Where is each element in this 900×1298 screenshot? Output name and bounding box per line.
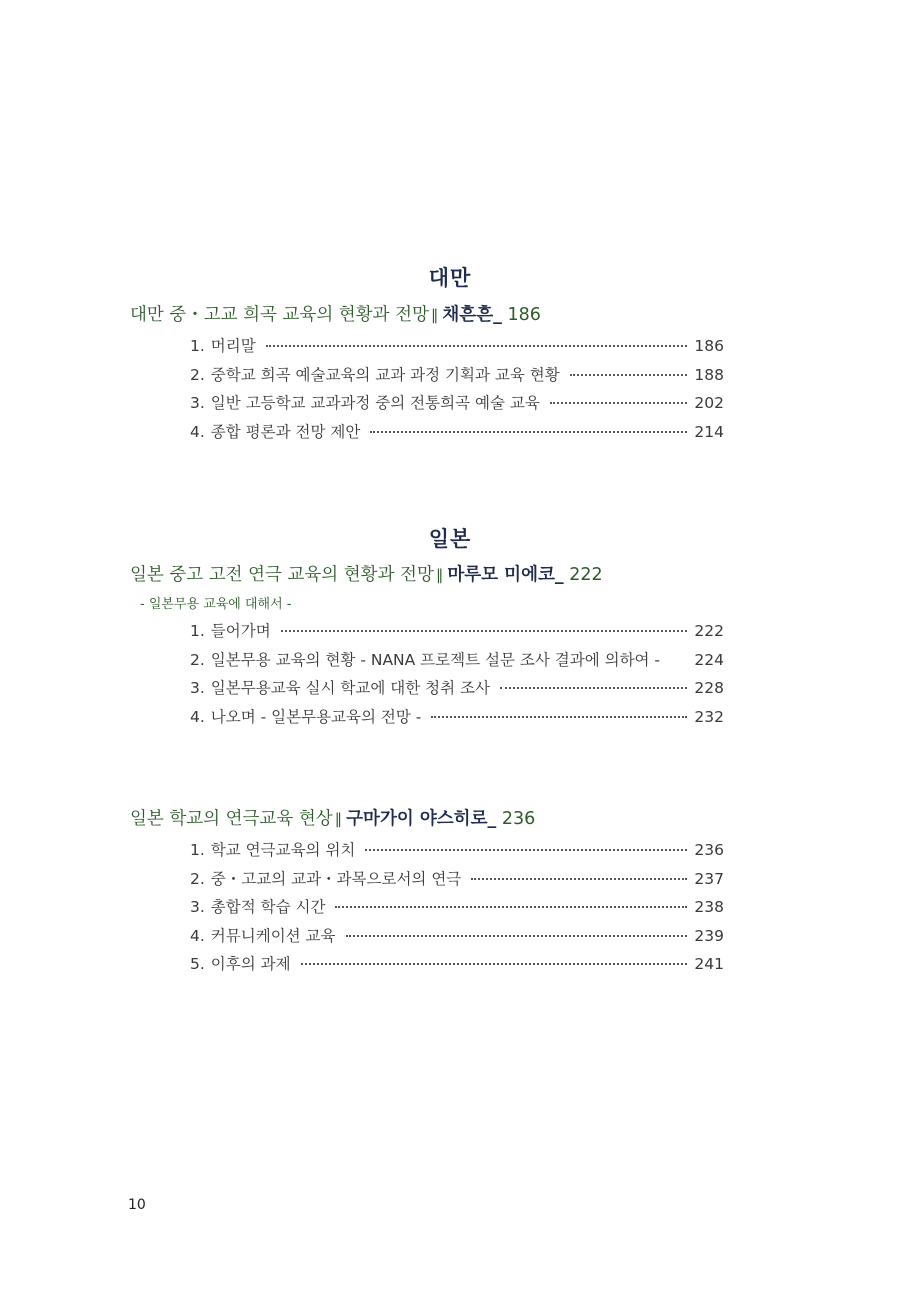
article-page: 222 bbox=[569, 565, 603, 585]
toc-list-japan-school bbox=[190, 838, 724, 981]
entry-text: 총합적 학습 시간 bbox=[210, 898, 326, 916]
entry-text: 나오며 - 일본무용교육의 전망 - bbox=[210, 707, 422, 726]
entry-text: 일반 고등학교 교과과정 중의 전통희곡 예술 교육 bbox=[210, 394, 540, 412]
dot-leader bbox=[570, 374, 688, 376]
toc-list-taiwan bbox=[190, 334, 724, 448]
entry-page: 222 bbox=[694, 622, 724, 640]
entry-page: 232 bbox=[694, 707, 724, 726]
entry-number: 4. bbox=[190, 422, 205, 441]
entry-text: 일본무용교육 실시 학교에 대한 청취 조사 bbox=[210, 679, 490, 697]
dot-leader bbox=[365, 849, 687, 851]
entry-page: 228 bbox=[694, 679, 724, 697]
dot-leader bbox=[471, 878, 687, 880]
entry-text: 중・고교의 교과・과목으로서의 연극 bbox=[210, 869, 462, 888]
author-separator: ∥ bbox=[430, 306, 439, 324]
section-heading-japan: 일본 bbox=[428, 527, 472, 551]
toc-entry[interactable] bbox=[190, 391, 724, 420]
entry-text: 머리말 bbox=[210, 337, 256, 355]
article-author: 채흔흔_ bbox=[442, 305, 502, 325]
entry-text: 이후의 과제 bbox=[210, 955, 291, 973]
toc-entry[interactable] bbox=[190, 705, 724, 734]
toc-entry[interactable] bbox=[190, 648, 724, 677]
entry-page: 188 bbox=[694, 365, 724, 384]
entry-number: 3. bbox=[190, 898, 205, 916]
toc-entry[interactable] bbox=[190, 867, 724, 896]
author-separator: ∥ bbox=[435, 566, 444, 584]
entry-number: 1. bbox=[190, 622, 205, 640]
entry-number: 3. bbox=[190, 394, 205, 412]
entry-page: 186 bbox=[694, 337, 724, 355]
article-page: 186 bbox=[507, 305, 541, 325]
toc-entry[interactable] bbox=[190, 420, 724, 449]
entry-text: 들어가며 bbox=[210, 622, 271, 640]
entry-text: 커뮤니케이션 교육 bbox=[210, 926, 336, 945]
dot-leader bbox=[335, 906, 687, 908]
dot-leader bbox=[266, 345, 688, 347]
toc-entry[interactable] bbox=[190, 924, 724, 953]
entry-page: 238 bbox=[694, 898, 724, 916]
entry-page: 237 bbox=[694, 869, 724, 888]
entry-number: 4. bbox=[190, 926, 205, 945]
entry-text: 종합 평론과 전망 제안 bbox=[210, 422, 361, 441]
toc-entry[interactable] bbox=[190, 838, 724, 867]
toc-entry[interactable] bbox=[190, 676, 724, 705]
toc-entry[interactable] bbox=[190, 952, 724, 981]
article-page: 236 bbox=[501, 809, 536, 829]
article-title-japan-classical-theatre[interactable] bbox=[130, 563, 770, 587]
entry-number: 2. bbox=[190, 650, 205, 669]
article-title-text: 일본 중고 고전 연극 교육의 현황과 전망 bbox=[130, 565, 434, 585]
toc-list-japan-classical bbox=[190, 619, 724, 733]
entry-number: 3. bbox=[190, 679, 205, 697]
toc-entry[interactable] bbox=[190, 895, 724, 924]
entry-page: 239 bbox=[694, 926, 724, 945]
entry-page: 202 bbox=[694, 394, 724, 412]
entry-text: 중학교 희곡 예술교육의 교과 과정 기획과 교육 현황 bbox=[210, 365, 560, 384]
article-title-japan-school-theatre[interactable] bbox=[130, 807, 770, 831]
dot-leader bbox=[500, 687, 687, 689]
dot-leader bbox=[550, 402, 688, 404]
section-heading-taiwan: 대만 bbox=[428, 266, 472, 290]
entry-number: 1. bbox=[190, 841, 205, 859]
entry-number: 5. bbox=[190, 955, 205, 973]
article-title-text: 대만 중・고교 희곡 교육의 현황과 전망 bbox=[130, 305, 429, 325]
toc-entry[interactable] bbox=[190, 363, 724, 392]
toc-entry[interactable] bbox=[190, 334, 724, 363]
entry-page: 241 bbox=[694, 955, 724, 973]
entry-text: 학교 연극교육의 위치 bbox=[210, 841, 356, 859]
article-author: 마루모 미에코_ bbox=[447, 565, 564, 585]
article-author: 구마가이 야스히로_ bbox=[346, 809, 497, 829]
article-title-text: 일본 학교의 연극교육 현상 bbox=[130, 809, 333, 829]
toc-entry[interactable] bbox=[190, 619, 724, 648]
entry-text: 일본무용 교육의 현황 - NANA 프로젝트 설문 조사 결과에 의하여 - bbox=[210, 650, 661, 669]
entry-number: 2. bbox=[190, 365, 205, 384]
dot-leader bbox=[346, 935, 688, 937]
entry-number: 4. bbox=[190, 707, 205, 726]
entry-page: 214 bbox=[694, 422, 724, 441]
dot-leader bbox=[370, 431, 687, 433]
entry-page: 236 bbox=[694, 841, 724, 859]
author-separator: ∥ bbox=[334, 810, 343, 828]
dot-leader bbox=[301, 963, 688, 965]
article-title-taiwan-theatre[interactable] bbox=[130, 303, 770, 327]
entry-page: 224 bbox=[694, 650, 724, 669]
dot-leader bbox=[431, 716, 687, 718]
page-number: 10 bbox=[128, 1197, 146, 1213]
article-subtitle: - 일본무용 교육에 대해서 - bbox=[140, 597, 292, 612]
dot-leader bbox=[281, 630, 688, 632]
entry-number: 2. bbox=[190, 869, 205, 888]
dot-leader bbox=[670, 659, 687, 661]
entry-number: 1. bbox=[190, 337, 205, 355]
